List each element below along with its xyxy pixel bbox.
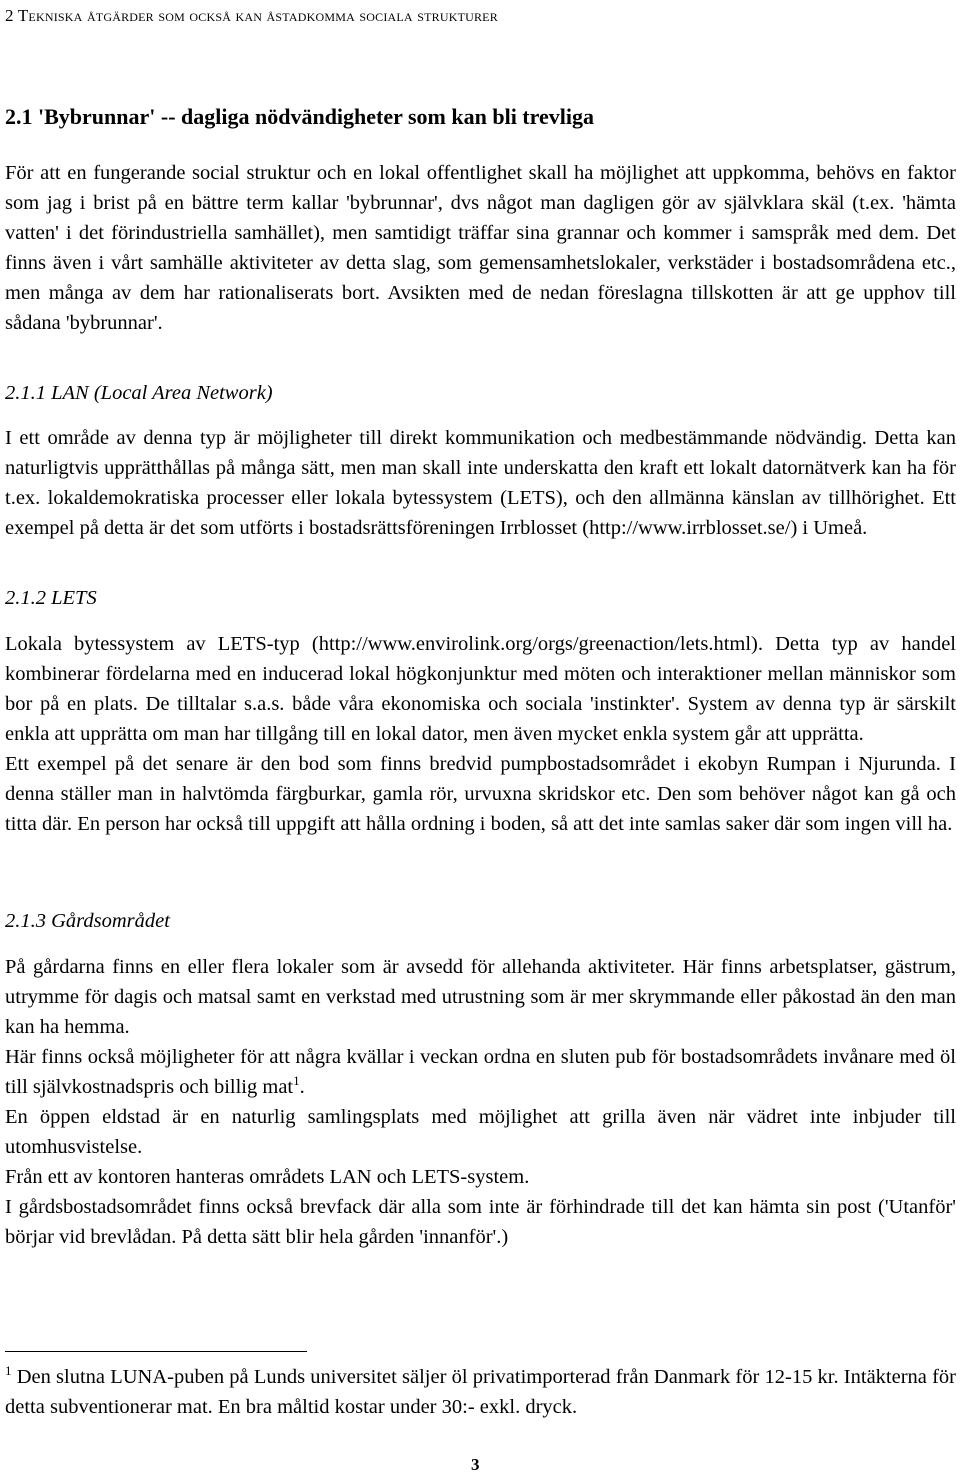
subsection-heading-gardsomradet: 2.1.3 Gårdsområdet <box>5 910 170 932</box>
gard-paragraph-5: I gårdsbostadsområdet finns också brevfack där alla som inte är förhindrade till det kan hämta sin post ('Utanför' börjar vid brevlådan. På detta sätt blir hela gården 'innanför'.) <box>5 1196 956 1248</box>
footnote-text: Den slutna LUNA-puben på Lunds universitet säljer öl privatimporterad från Danmark för 12-15 kr. Intäkterna för detta subventionerar mat. En bra måltid kostar under 30:- exkl. dryck. <box>5 1366 957 1418</box>
chapter-heading: 2 Tekniska åtgärder som också kan åstadkomma sociala strukturer <box>5 6 498 25</box>
footnote-number: 1 <box>5 1363 12 1378</box>
gard-paragraph-3: En öppen eldstad är en naturlig samlingsplats med möjlighet att grilla även när vädret inte inbjuder till utomhusvistelse. <box>5 1106 956 1158</box>
page-number: 3 <box>471 1455 480 1474</box>
gard-paragraph-1: På gårdarna finns en eller flera lokaler som är avsedd för allehanda aktiviteter. Här finns arbetsplatser, gästrum, utrymme för dagis och matsal samt en verkstad med utrustning som är mer skrymmande eller påkostad än den man kan ha hemma. <box>5 956 956 1038</box>
footnote-reference-suffix: . <box>299 1076 305 1098</box>
intro-paragraph: För att en fungerande social struktur och en lokal offentlighet skall ha möjlighet att uppkomma, behövs en faktor som jag i brist på en bättre term kallar 'bybrunnar', dvs något man dagligen gör av självklara skäl (t.ex. 'hämta vatten' i det förindustriella samhället), men samtidigt träffar sina grannar och kommer i samspråk med dem. Det finns även i vårt samhälle aktiviteter av detta slag, som gemensamhetslokaler, verkstäder i bostadsområdena etc., men många av dem har rationaliserats bort. Avsikten med de nedan föreslagna tillskotten är att ge upphov till sådana 'bybrunnar'. <box>5 162 956 334</box>
footnote <box>5 1362 956 1422</box>
lan-paragraph: I ett område av denna typ är möjligheter till direkt kommunikation och medbestämmande nödvändig. Detta kan naturligtvis upprätthållas på många sätt, men man skall inte underskatta den kraft ett lokalt datornätverk kan ha för t.ex. lokaldemokratiska processer eller lokala bytessystem (LETS), och den allmänna känslan av tillhörighet. Ett exempel på detta är det som utförts i bostadsrättsföreningen Irrblosset (http://www.irrblosset.se/) i Umeå. <box>5 427 956 539</box>
gard-paragraph-2 <box>5 1042 956 1102</box>
section-heading: 2.1 'Bybrunnar' -- dagliga nödvändigheter som kan bli trevliga <box>5 104 594 129</box>
lets-paragraph-1: Lokala bytessystem av LETS-typ (http://www.envirolink.org/orgs/greenaction/lets.html). Detta typ av handel kombinerar fördelarna med en inducerad lokal högkonjunktur med möten och interaktioner mellan människor som bor på en plats. De tilltalar s.a.s. både våra ekonomiska och sociala 'instinkter'. System av denna typ är särskilt enkla att upprätta om man har tillgång till en lokal dator, men även mycket enkla system går att upprätta. <box>5 633 956 745</box>
footnote-separator <box>5 1351 307 1352</box>
subsection-heading-lets: 2.1.2 LETS <box>5 587 97 609</box>
lets-paragraph-2: Ett exempel på det senare är den bod som finns bredvid pumpbostadsområdet i ekobyn Rumpan i Njurunda. I denna ställer man in halvtömda färgburkar, gamla rör, urvuxna skridskor etc. Den som behöver något kan gå och titta där. En person har också till uppgift att hålla ordning i boden, så att det inte samlas saker där som ingen vill ha. <box>5 753 956 835</box>
footnote-reference: 1 <box>293 1073 300 1088</box>
subsection-heading-lan: 2.1.1 LAN (Local Area Network) <box>5 382 273 404</box>
gard-paragraph-2-text: Här finns också möjligheter för att några kvällar i veckan ordna en sluten pub för bostadsområdets invånare med öl till självkostnadspris och billig mat <box>5 1046 956 1098</box>
gard-paragraph-4: Från ett av kontoren hanteras områdets LAN och LETS-system. <box>5 1166 530 1188</box>
